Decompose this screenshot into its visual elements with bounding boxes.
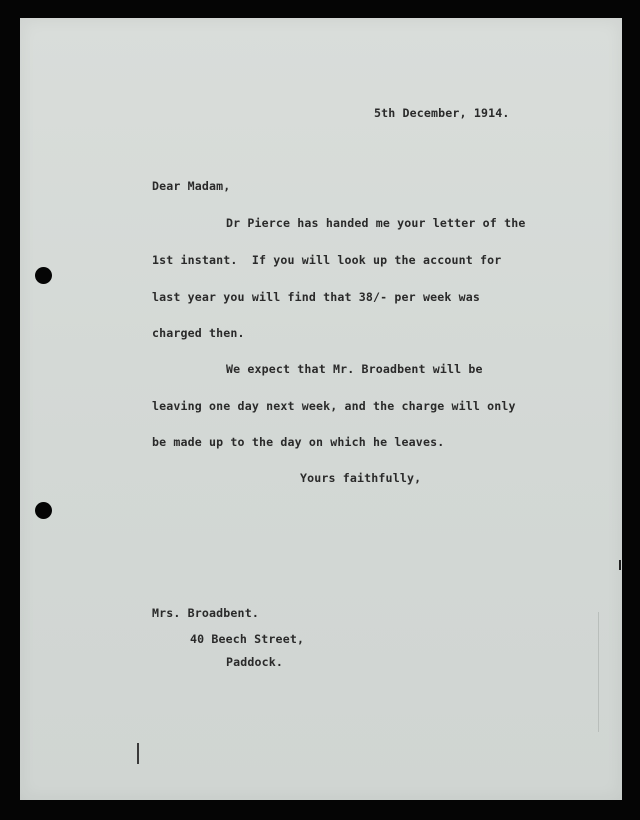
punch-hole-bottom (35, 502, 52, 519)
paper-crease (598, 612, 599, 732)
letter-date: 5th December, 1914. (374, 106, 510, 120)
recipient-name: Mrs. Broadbent. (152, 606, 259, 620)
closing: Yours faithfully, (300, 471, 422, 485)
body-line: 1st instant. If you will look up the account for (152, 253, 502, 267)
body-line: Dr Pierce has handed me your letter of the (226, 216, 526, 230)
recipient-street: 40 Beech Street, (190, 632, 305, 646)
edge-mark (619, 560, 621, 570)
body-line: be made up to the day on which he leaves. (152, 435, 445, 449)
recipient-town: Paddock. (226, 655, 284, 669)
body-line: leaving one day next week, and the charge will only (152, 399, 516, 413)
body-line: We expect that Mr. Broadbent will be (226, 362, 483, 376)
body-line: charged then. (152, 326, 245, 340)
salutation: Dear Madam, (152, 179, 231, 193)
punch-hole-top (35, 267, 52, 284)
ink-tick-mark (137, 743, 139, 764)
body-line: last year you will find that 38/- per week was (152, 290, 480, 304)
